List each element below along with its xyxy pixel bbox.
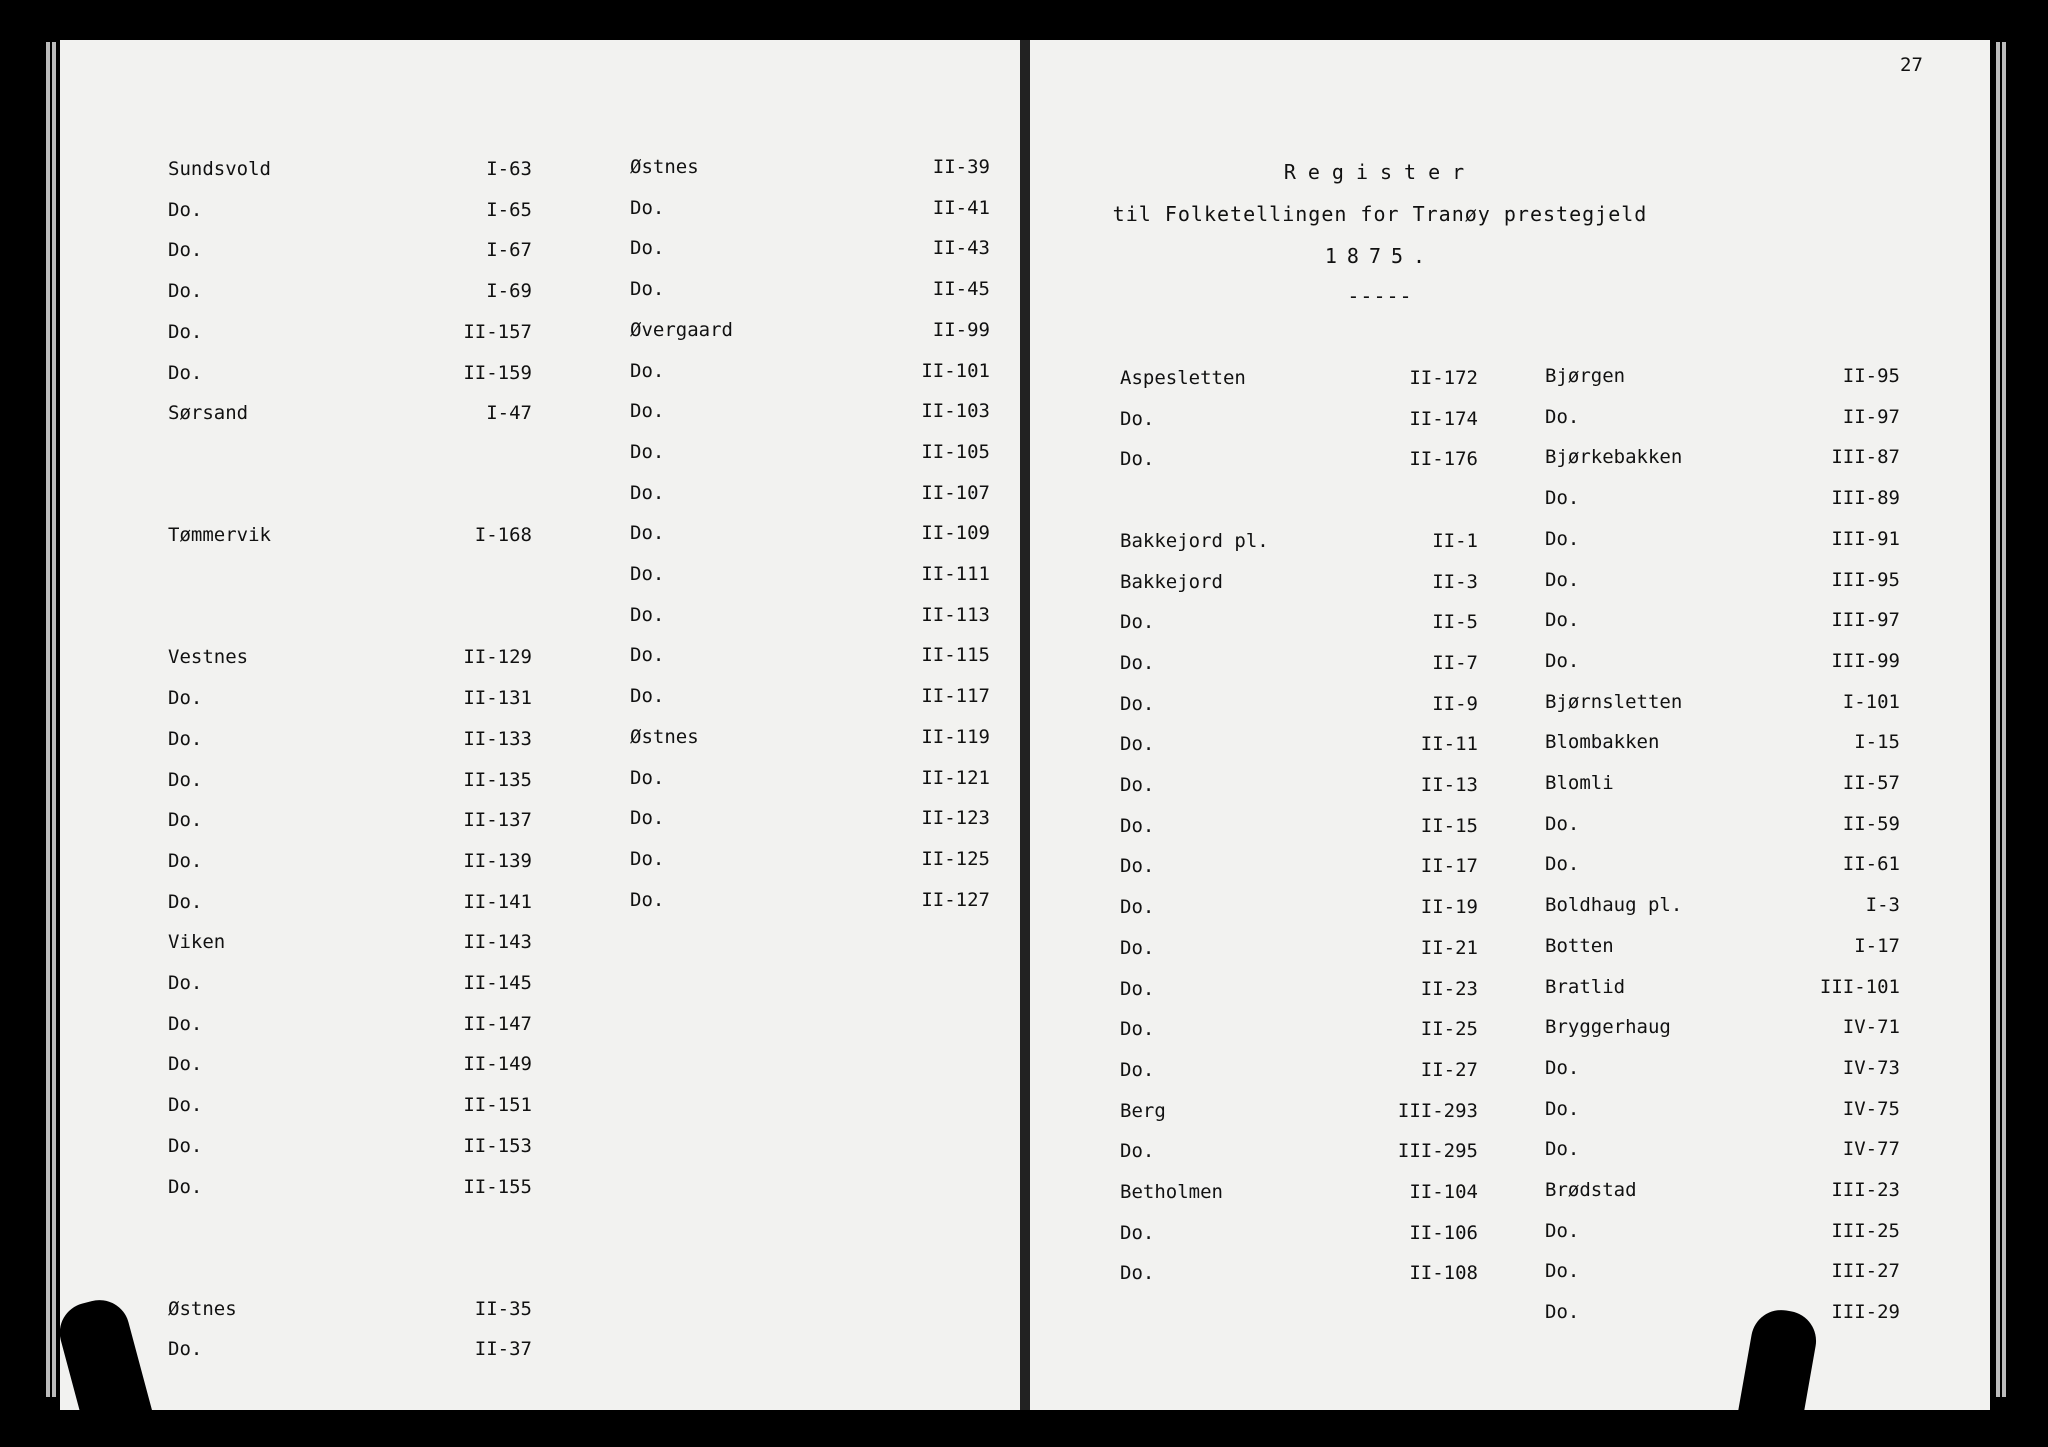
entry-name: Østnes — [630, 725, 699, 748]
entry-reference: II-129 — [463, 646, 532, 669]
entry-name: Do. — [1545, 1301, 1580, 1324]
entry-reference: III-87 — [1831, 446, 1900, 469]
entry-name: Do. — [1120, 1221, 1155, 1244]
entry-reference: II-143 — [463, 931, 532, 954]
entry-reference: II-19 — [1420, 896, 1478, 919]
entry-reference: II-101 — [921, 359, 990, 382]
entry-name: Do. — [1120, 977, 1155, 1000]
entry-reference: II-153 — [463, 1134, 532, 1157]
page-number: 27 — [1900, 54, 1923, 76]
entry-reference: III-99 — [1831, 649, 1900, 672]
entry-reference: III-29 — [1831, 1301, 1900, 1324]
entry-name: Do. — [1120, 611, 1155, 634]
entry-reference: II-23 — [1420, 977, 1478, 1000]
entry-name: Do. — [1120, 448, 1155, 471]
entry-name: Do. — [168, 809, 203, 832]
entry-name: Do. — [168, 1094, 203, 1117]
entry-reference: II-99 — [932, 318, 990, 341]
entry-name: Do. — [168, 1134, 203, 1157]
entry-reference: III-293 — [1397, 1099, 1478, 1122]
entry-name: Do. — [168, 280, 203, 303]
entry-name: Do. — [1120, 855, 1155, 878]
entry-reference: II-39 — [932, 156, 990, 178]
entry-reference: I-3 — [1865, 894, 1900, 917]
entry-reference: II-7 — [1432, 651, 1478, 674]
entry-reference: II-45 — [932, 278, 990, 301]
entry-name: Do. — [1545, 1138, 1580, 1161]
entry-name: Do. — [630, 359, 665, 382]
entry-reference: II-35 — [474, 1297, 532, 1320]
entry-name: Do. — [168, 768, 203, 791]
entry-name: Do. — [168, 1053, 203, 1076]
entry-name: Do. — [1120, 407, 1155, 430]
entry-name: Aspesletten — [1120, 367, 1246, 389]
entry-reference: II-149 — [463, 1053, 532, 1076]
entry-reference: II-107 — [921, 481, 990, 504]
register-title: Register — [1283, 160, 1477, 184]
entry-name: Do. — [1545, 609, 1580, 632]
entry-reference: II-125 — [921, 847, 990, 870]
entry-reference: III-27 — [1831, 1260, 1900, 1283]
entry-reference: III-23 — [1831, 1179, 1900, 1201]
entry-reference: II-57 — [1842, 772, 1900, 794]
entry-name: Do. — [168, 1175, 203, 1198]
entry-reference: IV-71 — [1842, 1016, 1900, 1039]
entry-name: Do. — [630, 196, 665, 219]
entry-name: Do. — [630, 400, 665, 423]
entry-reference: II-37 — [474, 1338, 532, 1361]
entry-reference: II-113 — [921, 603, 990, 626]
entry-reference: II-9 — [1432, 692, 1478, 715]
entry-name: Tømmervik — [168, 524, 271, 547]
entry-name: Do. — [630, 278, 665, 301]
register-rule: ----- — [1347, 284, 1413, 308]
entry-name: Do. — [1545, 568, 1580, 591]
entry-name: Do. — [168, 239, 203, 262]
entry-name: Do. — [630, 766, 665, 789]
entry-reference: III-97 — [1831, 609, 1900, 632]
entry-name: Do. — [1120, 774, 1155, 796]
entry-name: Do. — [1120, 1058, 1155, 1081]
entry-reference: II-172 — [1409, 367, 1478, 389]
entry-name: Do. — [630, 685, 665, 708]
entry-reference: II-59 — [1842, 812, 1900, 835]
entry-name: Do. — [1545, 487, 1580, 510]
entry-reference: III-89 — [1831, 487, 1900, 510]
entry-reference: II-41 — [932, 196, 990, 219]
entry-name: Do. — [1120, 692, 1155, 715]
entry-name: Do. — [1545, 1260, 1580, 1283]
entry-reference: II-139 — [463, 849, 532, 872]
entry-name: Bjørnsletten — [1545, 690, 1683, 713]
entry-reference: I-65 — [486, 198, 532, 221]
entry-reference: IV-73 — [1842, 1056, 1900, 1079]
entry-name: Do. — [1545, 853, 1580, 876]
entry-name: Bjørkebakken — [1545, 446, 1683, 469]
entry-reference: II-151 — [463, 1094, 532, 1117]
entry-name: Do. — [1120, 1018, 1155, 1041]
entry-name: Do. — [1120, 1140, 1155, 1163]
entry-name: Do. — [630, 603, 665, 626]
entry-reference: II-95 — [1842, 365, 1900, 387]
entry-reference: I-69 — [486, 280, 532, 303]
entry-name: Do. — [1120, 896, 1155, 919]
entry-reference: II-117 — [921, 685, 990, 708]
entry-name: Do. — [1545, 405, 1580, 428]
entry-name: Do. — [168, 727, 203, 750]
entry-reference: I-47 — [486, 402, 532, 425]
entry-name: Berg — [1120, 1099, 1166, 1122]
entry-name: Bakkejord pl. — [1120, 529, 1269, 552]
entry-reference: II-97 — [1842, 405, 1900, 428]
register-subtitle: til Folketellingen for Tranøy prestegjeld — [1112, 202, 1648, 226]
entry-name: Do. — [168, 849, 203, 872]
entry-name: Do. — [168, 972, 203, 994]
entry-name: Do. — [630, 563, 665, 585]
entry-reference: II-43 — [932, 237, 990, 260]
entry-name: Do. — [168, 361, 203, 384]
entry-reference: II-155 — [463, 1175, 532, 1198]
page-edge — [1996, 42, 2000, 1397]
entry-name: Do. — [630, 807, 665, 830]
entry-reference: II-127 — [921, 888, 990, 911]
page-edge — [52, 42, 56, 1397]
entry-reference: II-131 — [463, 687, 532, 710]
register-year: 1875. — [1324, 244, 1436, 268]
entry-reference: I-17 — [1854, 934, 1900, 957]
entry-reference: II-15 — [1420, 814, 1478, 837]
entry-reference: II-147 — [463, 1012, 532, 1035]
entry-name: Do. — [168, 1012, 203, 1035]
entry-reference: III-295 — [1397, 1140, 1478, 1163]
entry-name: Botten — [1545, 934, 1614, 957]
entry-reference: II-17 — [1420, 855, 1478, 878]
entry-name: Do. — [1120, 1262, 1155, 1285]
entry-name: Do. — [1120, 651, 1155, 674]
entry-name: Vestnes — [168, 646, 249, 669]
entry-reference: II-21 — [1420, 936, 1478, 959]
entry-name: Do. — [630, 481, 665, 504]
entry-reference: I-63 — [486, 158, 532, 180]
entry-reference: II-27 — [1420, 1058, 1478, 1081]
entry-reference: II-137 — [463, 809, 532, 832]
entry-reference: I-101 — [1842, 690, 1900, 713]
entry-reference: II-133 — [463, 727, 532, 750]
entry-name: Blombakken — [1545, 731, 1660, 754]
entry-reference: II-135 — [463, 768, 532, 791]
entry-name: Bakkejord — [1120, 570, 1223, 593]
entry-reference: I-15 — [1854, 731, 1900, 754]
entry-reference: IV-77 — [1842, 1138, 1900, 1161]
entry-name: Do. — [1120, 936, 1155, 959]
entry-name: Øvergaard — [630, 318, 733, 341]
entry-name: Do. — [168, 687, 203, 710]
entry-reference: II-109 — [921, 522, 990, 545]
entry-reference: II-119 — [921, 725, 990, 748]
entry-name: Do. — [1545, 1097, 1580, 1120]
entry-name: Sørsand — [168, 402, 249, 425]
entry-name: Do. — [168, 1338, 203, 1361]
entry-reference: IV-75 — [1842, 1097, 1900, 1120]
book-spine — [1020, 40, 1030, 1410]
entry-name: Do. — [1545, 527, 1580, 550]
page-edge — [2002, 42, 2006, 1397]
entry-reference: III-25 — [1831, 1219, 1900, 1242]
entry-reference: II-1 — [1432, 529, 1478, 552]
entry-name: Do. — [630, 888, 665, 911]
entry-name: Viken — [168, 931, 226, 954]
entry-name: Do. — [168, 890, 203, 913]
entry-reference: II-13 — [1420, 774, 1478, 796]
entry-reference: II-25 — [1420, 1018, 1478, 1041]
entry-name: Do. — [1545, 649, 1580, 672]
entry-name: Do. — [1120, 814, 1155, 837]
entry-name: Do. — [630, 522, 665, 545]
entry-name: Østnes — [168, 1297, 237, 1320]
entry-name: Do. — [1545, 812, 1580, 835]
entry-reference: III-95 — [1831, 568, 1900, 591]
entry-name: Do. — [630, 847, 665, 870]
entry-name: Sundsvold — [168, 158, 271, 180]
entry-reference: II-61 — [1842, 853, 1900, 876]
entry-name: Do. — [630, 644, 665, 667]
entry-reference: II-5 — [1432, 611, 1478, 634]
entry-name: Do. — [168, 198, 203, 221]
entry-reference: II-174 — [1409, 407, 1478, 430]
entry-name: Betholmen — [1120, 1181, 1223, 1203]
entry-reference: II-111 — [921, 563, 990, 585]
entry-name: Blomli — [1545, 772, 1614, 794]
entry-reference: III-101 — [1819, 975, 1900, 998]
entry-name: Bratlid — [1545, 975, 1626, 998]
entry-name: Brødstad — [1545, 1179, 1637, 1201]
entry-reference: II-104 — [1409, 1181, 1478, 1203]
entry-reference: II-157 — [463, 320, 532, 343]
entry-name: Bryggerhaug — [1545, 1016, 1671, 1039]
entry-reference: III-91 — [1831, 527, 1900, 550]
entry-reference: II-176 — [1409, 448, 1478, 471]
entry-reference: II-121 — [921, 766, 990, 789]
entry-name: Do. — [630, 237, 665, 260]
entry-reference: II-3 — [1432, 570, 1478, 593]
entry-reference: I-168 — [474, 524, 532, 547]
entry-name: Do. — [1545, 1219, 1580, 1242]
entry-reference: II-123 — [921, 807, 990, 830]
entry-reference: II-108 — [1409, 1262, 1478, 1285]
entry-reference: II-105 — [921, 440, 990, 463]
entry-name: Do. — [168, 320, 203, 343]
entry-name: Bjørgen — [1545, 365, 1626, 387]
entry-reference: II-103 — [921, 400, 990, 423]
entry-reference: II-159 — [463, 361, 532, 384]
entry-reference: II-145 — [463, 972, 532, 994]
page-edge — [46, 42, 50, 1397]
entry-name: Do. — [1545, 1056, 1580, 1079]
entry-name: Boldhaug pl. — [1545, 894, 1683, 917]
entry-reference: II-106 — [1409, 1221, 1478, 1244]
entry-reference: II-11 — [1420, 733, 1478, 756]
entry-name: Do. — [630, 440, 665, 463]
entry-name: Do. — [1120, 733, 1155, 756]
entry-reference: I-67 — [486, 239, 532, 262]
entry-name: Østnes — [630, 156, 699, 178]
entry-reference: II-141 — [463, 890, 532, 913]
entry-reference: II-115 — [921, 644, 990, 667]
